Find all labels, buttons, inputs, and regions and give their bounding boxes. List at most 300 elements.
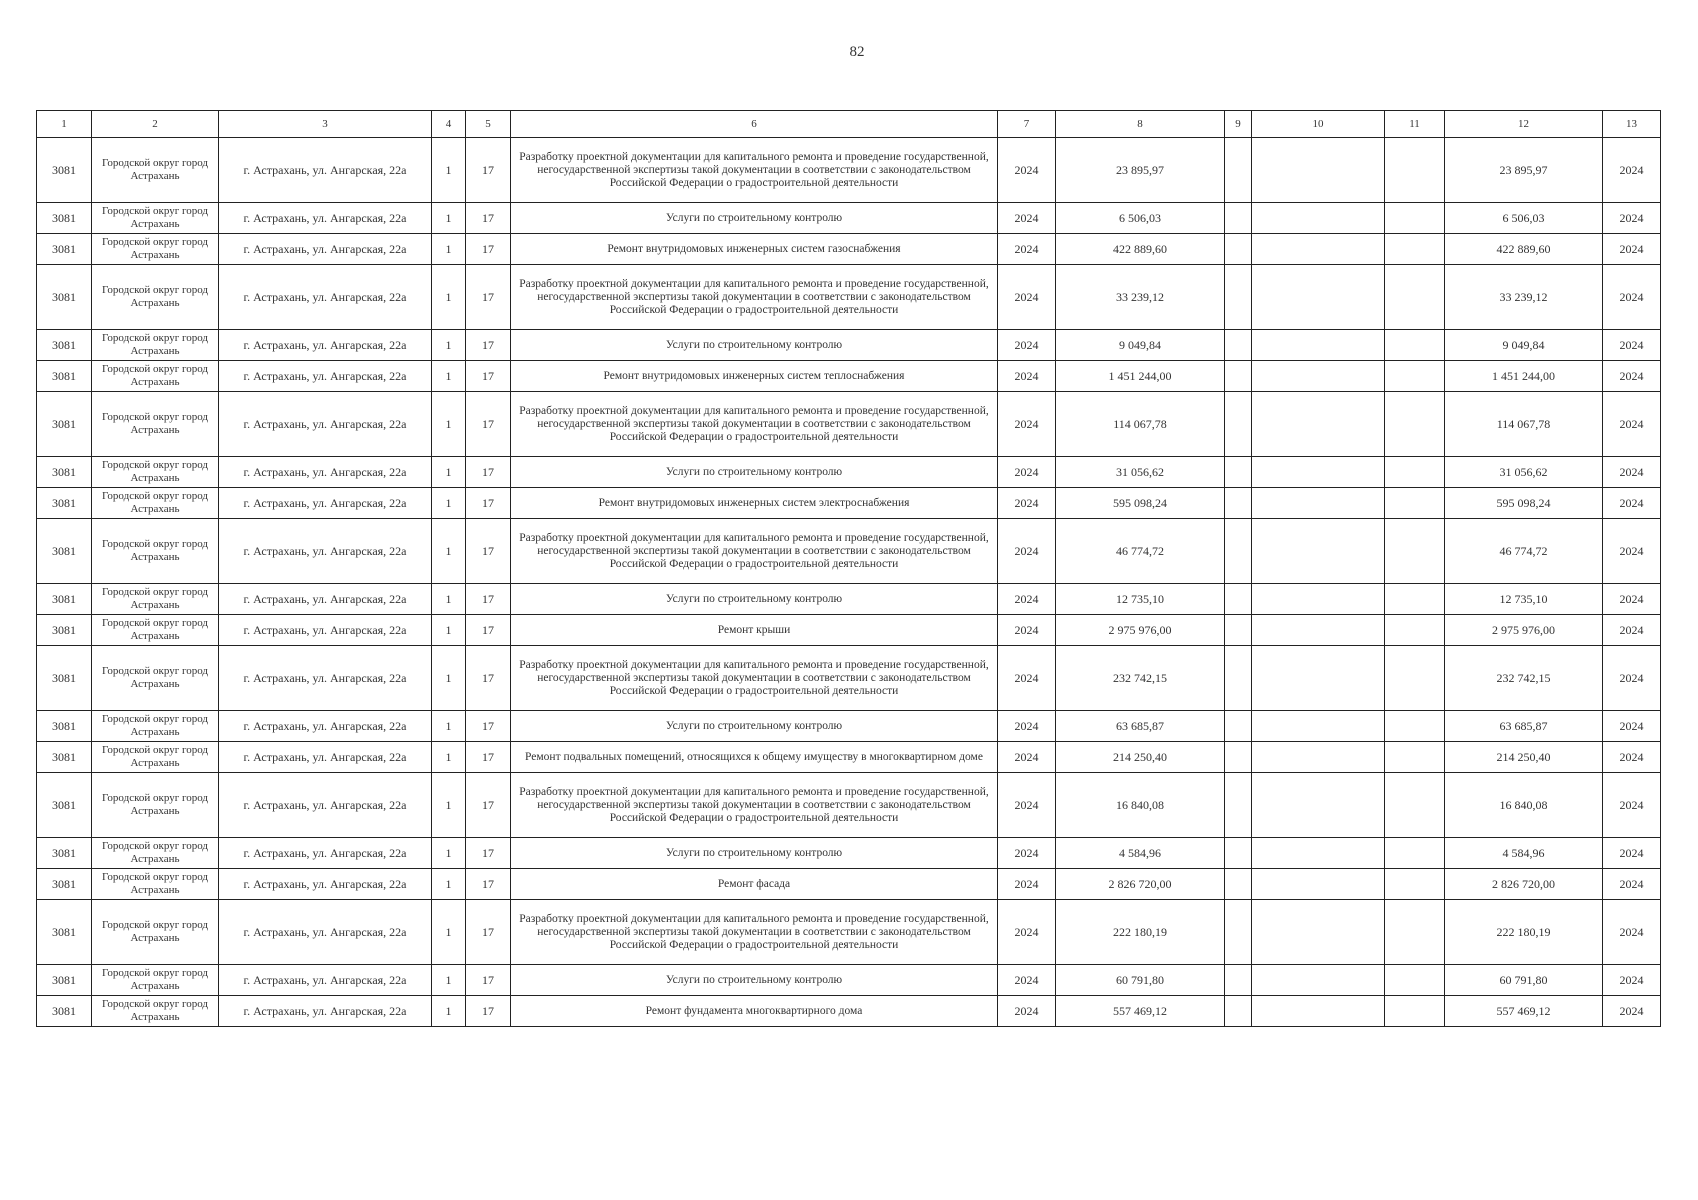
col9-cell [1225, 742, 1252, 773]
municipality-cell: Городской округ город Астрахань [92, 869, 219, 900]
col11-cell [1385, 773, 1445, 838]
col5-cell: 17 [466, 234, 511, 265]
cost-cell: 1 451 244,00 [1056, 361, 1225, 392]
row-number-cell: 3081 [37, 584, 92, 615]
column-header: 5 [466, 111, 511, 138]
total-cost-cell: 1 451 244,00 [1445, 361, 1603, 392]
col5-cell: 17 [466, 457, 511, 488]
year-cell: 2024 [998, 996, 1056, 1027]
col9-cell [1225, 392, 1252, 457]
address-cell: г. Астрахань, ул. Ангарская, 22а [219, 838, 432, 869]
row-number-cell: 3081 [37, 203, 92, 234]
table-row [37, 519, 1661, 584]
col10-cell [1252, 711, 1385, 742]
total-cost-cell: 4 584,96 [1445, 838, 1603, 869]
col11-cell [1385, 457, 1445, 488]
col5-cell: 17 [466, 965, 511, 996]
col10-cell [1252, 138, 1385, 203]
work-type-cell: Разработку проектной документации для капитального ремонта и проведение государственной, негосударственной экспертизы такой документации в соответствии с законодательством Российской Федерации о градостроительной деятельности [511, 773, 998, 838]
work-type-cell: Услуги по строительному контролю [511, 203, 998, 234]
cost-cell: 33 239,12 [1056, 265, 1225, 330]
cost-cell: 63 685,87 [1056, 711, 1225, 742]
year-cell: 2024 [998, 519, 1056, 584]
cost-cell: 4 584,96 [1056, 838, 1225, 869]
work-type-cell: Ремонт внутридомовых инженерных систем электроснабжения [511, 488, 998, 519]
row-number-cell: 3081 [37, 330, 92, 361]
address-cell: г. Астрахань, ул. Ангарская, 22а [219, 457, 432, 488]
col9-cell [1225, 457, 1252, 488]
address-cell: г. Астрахань, ул. Ангарская, 22а [219, 584, 432, 615]
work-type-cell: Услуги по строительному контролю [511, 838, 998, 869]
col4-cell: 1 [432, 361, 466, 392]
row-number-cell: 3081 [37, 361, 92, 392]
year-cell: 2024 [998, 615, 1056, 646]
total-cost-cell: 214 250,40 [1445, 742, 1603, 773]
municipality-cell: Городской округ город Астрахань [92, 361, 219, 392]
col4-cell: 1 [432, 711, 466, 742]
col11-cell [1385, 392, 1445, 457]
completion-year-cell: 2024 [1603, 711, 1661, 742]
year-cell: 2024 [998, 838, 1056, 869]
total-cost-cell: 6 506,03 [1445, 203, 1603, 234]
address-cell: г. Астрахань, ул. Ангарская, 22а [219, 234, 432, 265]
address-cell: г. Астрахань, ул. Ангарская, 22а [219, 900, 432, 965]
col4-cell: 1 [432, 615, 466, 646]
col4-cell: 1 [432, 265, 466, 330]
table-row [37, 265, 1661, 330]
work-type-cell: Разработку проектной документации для капитального ремонта и проведение государственной, негосударственной экспертизы такой документации в соответствии с законодательством Российской Федерации о градостроительной деятельности [511, 646, 998, 711]
year-cell: 2024 [998, 457, 1056, 488]
completion-year-cell: 2024 [1603, 996, 1661, 1027]
work-type-cell: Разработку проектной документации для капитального ремонта и проведение государственной, негосударственной экспертизы такой документации в соответствии с законодательством Российской Федерации о градостроительной деятельности [511, 392, 998, 457]
col10-cell [1252, 392, 1385, 457]
row-number-cell: 3081 [37, 965, 92, 996]
table-body [37, 138, 1661, 1027]
row-number-cell: 3081 [37, 711, 92, 742]
col11-cell [1385, 138, 1445, 203]
col9-cell [1225, 488, 1252, 519]
row-number-cell: 3081 [37, 488, 92, 519]
year-cell: 2024 [998, 965, 1056, 996]
col11-cell [1385, 838, 1445, 869]
municipality-cell: Городской округ город Астрахань [92, 965, 219, 996]
col11-cell [1385, 361, 1445, 392]
column-header: 6 [511, 111, 998, 138]
completion-year-cell: 2024 [1603, 646, 1661, 711]
address-cell: г. Астрахань, ул. Ангарская, 22а [219, 361, 432, 392]
work-type-cell: Услуги по строительному контролю [511, 457, 998, 488]
col10-cell [1252, 900, 1385, 965]
col11-cell [1385, 584, 1445, 615]
col9-cell [1225, 265, 1252, 330]
col10-cell [1252, 838, 1385, 869]
col4-cell: 1 [432, 838, 466, 869]
completion-year-cell: 2024 [1603, 488, 1661, 519]
column-header: 8 [1056, 111, 1225, 138]
total-cost-cell: 12 735,10 [1445, 584, 1603, 615]
municipality-cell: Городской округ город Астрахань [92, 330, 219, 361]
cost-cell: 422 889,60 [1056, 234, 1225, 265]
col11-cell [1385, 742, 1445, 773]
work-type-cell: Разработку проектной документации для капитального ремонта и проведение государственной, негосударственной экспертизы такой документации в соответствии с законодательством Российской Федерации о градостроительной деятельности [511, 519, 998, 584]
cost-cell: 23 895,97 [1056, 138, 1225, 203]
col9-cell [1225, 646, 1252, 711]
col5-cell: 17 [466, 838, 511, 869]
table-row [37, 392, 1661, 457]
address-cell: г. Астрахань, ул. Ангарская, 22а [219, 965, 432, 996]
municipality-cell: Городской округ город Астрахань [92, 488, 219, 519]
column-header: 1 [37, 111, 92, 138]
col9-cell [1225, 138, 1252, 203]
completion-year-cell: 2024 [1603, 392, 1661, 457]
year-cell: 2024 [998, 265, 1056, 330]
col11-cell [1385, 965, 1445, 996]
year-cell: 2024 [998, 203, 1056, 234]
row-number-cell: 3081 [37, 869, 92, 900]
municipality-cell: Городской округ город Астрахань [92, 996, 219, 1027]
table-row [37, 869, 1661, 900]
col10-cell [1252, 488, 1385, 519]
table-row [37, 138, 1661, 203]
total-cost-cell: 16 840,08 [1445, 773, 1603, 838]
completion-year-cell: 2024 [1603, 615, 1661, 646]
address-cell: г. Астрахань, ул. Ангарская, 22а [219, 773, 432, 838]
col10-cell [1252, 519, 1385, 584]
completion-year-cell: 2024 [1603, 869, 1661, 900]
table-row [37, 203, 1661, 234]
year-cell: 2024 [998, 646, 1056, 711]
col5-cell: 17 [466, 203, 511, 234]
cost-cell: 9 049,84 [1056, 330, 1225, 361]
col11-cell [1385, 519, 1445, 584]
cost-cell: 595 098,24 [1056, 488, 1225, 519]
municipality-cell: Городской округ город Астрахань [92, 838, 219, 869]
col10-cell [1252, 584, 1385, 615]
column-header: 4 [432, 111, 466, 138]
row-number-cell: 3081 [37, 234, 92, 265]
row-number-cell: 3081 [37, 742, 92, 773]
col5-cell: 17 [466, 646, 511, 711]
completion-year-cell: 2024 [1603, 584, 1661, 615]
column-header: 11 [1385, 111, 1445, 138]
col5-cell: 17 [466, 330, 511, 361]
col10-cell [1252, 996, 1385, 1027]
col5-cell: 17 [466, 742, 511, 773]
col4-cell: 1 [432, 330, 466, 361]
col11-cell [1385, 488, 1445, 519]
address-cell: г. Астрахань, ул. Ангарская, 22а [219, 646, 432, 711]
col5-cell: 17 [466, 265, 511, 330]
col5-cell: 17 [466, 900, 511, 965]
total-cost-cell: 222 180,19 [1445, 900, 1603, 965]
col9-cell [1225, 900, 1252, 965]
col5-cell: 17 [466, 869, 511, 900]
address-cell: г. Астрахань, ул. Ангарская, 22а [219, 615, 432, 646]
col11-cell [1385, 900, 1445, 965]
row-number-cell: 3081 [37, 519, 92, 584]
row-number-cell: 3081 [37, 646, 92, 711]
work-type-cell: Ремонт фасада [511, 869, 998, 900]
work-type-cell: Ремонт крыши [511, 615, 998, 646]
col9-cell [1225, 965, 1252, 996]
col10-cell [1252, 265, 1385, 330]
total-cost-cell: 232 742,15 [1445, 646, 1603, 711]
cost-cell: 46 774,72 [1056, 519, 1225, 584]
work-type-cell: Ремонт внутридомовых инженерных систем теплоснабжения [511, 361, 998, 392]
completion-year-cell: 2024 [1603, 773, 1661, 838]
col9-cell [1225, 519, 1252, 584]
year-cell: 2024 [998, 584, 1056, 615]
year-cell: 2024 [998, 392, 1056, 457]
work-type-cell: Ремонт подвальных помещений, относящихся к общему имуществу в многоквартирном доме [511, 742, 998, 773]
total-cost-cell: 2 975 976,00 [1445, 615, 1603, 646]
table-row [37, 361, 1661, 392]
col9-cell [1225, 773, 1252, 838]
col5-cell: 17 [466, 711, 511, 742]
municipality-cell: Городской округ город Астрахань [92, 138, 219, 203]
table-row [37, 584, 1661, 615]
total-cost-cell: 557 469,12 [1445, 996, 1603, 1027]
column-header: 10 [1252, 111, 1385, 138]
completion-year-cell: 2024 [1603, 457, 1661, 488]
cost-cell: 6 506,03 [1056, 203, 1225, 234]
completion-year-cell: 2024 [1603, 965, 1661, 996]
total-cost-cell: 31 056,62 [1445, 457, 1603, 488]
work-type-cell: Ремонт внутридомовых инженерных систем газоснабжения [511, 234, 998, 265]
table-row [37, 773, 1661, 838]
table-row [37, 330, 1661, 361]
work-type-cell: Разработку проектной документации для капитального ремонта и проведение государственной, негосударственной экспертизы такой документации в соответствии с законодательством Российской Федерации о градостроительной деятельности [511, 900, 998, 965]
col4-cell: 1 [432, 646, 466, 711]
address-cell: г. Астрахань, ул. Ангарская, 22а [219, 265, 432, 330]
completion-year-cell: 2024 [1603, 330, 1661, 361]
column-header: 3 [219, 111, 432, 138]
address-cell: г. Астрахань, ул. Ангарская, 22а [219, 869, 432, 900]
table-row [37, 711, 1661, 742]
work-type-cell: Ремонт фундамента многоквартирного дома [511, 996, 998, 1027]
col11-cell [1385, 646, 1445, 711]
col4-cell: 1 [432, 203, 466, 234]
col11-cell [1385, 203, 1445, 234]
completion-year-cell: 2024 [1603, 742, 1661, 773]
municipality-cell: Городской округ город Астрахань [92, 584, 219, 615]
year-cell: 2024 [998, 711, 1056, 742]
col10-cell [1252, 361, 1385, 392]
municipality-cell: Городской округ город Астрахань [92, 392, 219, 457]
municipality-cell: Городской округ город Астрахань [92, 742, 219, 773]
col9-cell [1225, 869, 1252, 900]
row-number-cell: 3081 [37, 773, 92, 838]
col9-cell [1225, 996, 1252, 1027]
total-cost-cell: 60 791,80 [1445, 965, 1603, 996]
cost-cell: 557 469,12 [1056, 996, 1225, 1027]
col4-cell: 1 [432, 773, 466, 838]
address-cell: г. Астрахань, ул. Ангарская, 22а [219, 138, 432, 203]
col10-cell [1252, 330, 1385, 361]
col11-cell [1385, 711, 1445, 742]
col5-cell: 17 [466, 519, 511, 584]
cost-cell: 232 742,15 [1056, 646, 1225, 711]
col4-cell: 1 [432, 742, 466, 773]
table-row [37, 615, 1661, 646]
col9-cell [1225, 203, 1252, 234]
table-row [37, 996, 1661, 1027]
completion-year-cell: 2024 [1603, 265, 1661, 330]
year-cell: 2024 [998, 900, 1056, 965]
municipality-cell: Городской округ город Астрахань [92, 615, 219, 646]
header-row [37, 111, 1661, 138]
col5-cell: 17 [466, 138, 511, 203]
work-type-cell: Разработку проектной документации для капитального ремонта и проведение государственной, негосударственной экспертизы такой документации в соответствии с законодательством Российской Федерации о градостроительной деятельности [511, 265, 998, 330]
address-cell: г. Астрахань, ул. Ангарская, 22а [219, 519, 432, 584]
address-cell: г. Астрахань, ул. Ангарская, 22а [219, 742, 432, 773]
col5-cell: 17 [466, 584, 511, 615]
table-row [37, 965, 1661, 996]
col5-cell: 17 [466, 615, 511, 646]
work-type-cell: Услуги по строительному контролю [511, 330, 998, 361]
total-cost-cell: 422 889,60 [1445, 234, 1603, 265]
column-header: 13 [1603, 111, 1661, 138]
col9-cell [1225, 615, 1252, 646]
work-type-cell: Услуги по строительному контролю [511, 584, 998, 615]
col11-cell [1385, 869, 1445, 900]
year-cell: 2024 [998, 742, 1056, 773]
address-cell: г. Астрахань, ул. Ангарская, 22а [219, 203, 432, 234]
col11-cell [1385, 265, 1445, 330]
work-type-cell: Услуги по строительному контролю [511, 711, 998, 742]
cost-cell: 31 056,62 [1056, 457, 1225, 488]
row-number-cell: 3081 [37, 392, 92, 457]
col4-cell: 1 [432, 965, 466, 996]
cost-cell: 12 735,10 [1056, 584, 1225, 615]
completion-year-cell: 2024 [1603, 138, 1661, 203]
col4-cell: 1 [432, 457, 466, 488]
address-cell: г. Астрахань, ул. Ангарская, 22а [219, 392, 432, 457]
completion-year-cell: 2024 [1603, 203, 1661, 234]
col4-cell: 1 [432, 519, 466, 584]
col10-cell [1252, 646, 1385, 711]
col5-cell: 17 [466, 361, 511, 392]
municipality-cell: Городской округ город Астрахань [92, 711, 219, 742]
col9-cell [1225, 711, 1252, 742]
row-number-cell: 3081 [37, 457, 92, 488]
total-cost-cell: 33 239,12 [1445, 265, 1603, 330]
year-cell: 2024 [998, 330, 1056, 361]
table-row [37, 234, 1661, 265]
col11-cell [1385, 996, 1445, 1027]
total-cost-cell: 2 826 720,00 [1445, 869, 1603, 900]
col10-cell [1252, 742, 1385, 773]
total-cost-cell: 595 098,24 [1445, 488, 1603, 519]
total-cost-cell: 23 895,97 [1445, 138, 1603, 203]
year-cell: 2024 [998, 234, 1056, 265]
table-row [37, 457, 1661, 488]
col5-cell: 17 [466, 488, 511, 519]
col4-cell: 1 [432, 900, 466, 965]
address-cell: г. Астрахань, ул. Ангарская, 22а [219, 996, 432, 1027]
year-cell: 2024 [998, 773, 1056, 838]
year-cell: 2024 [998, 869, 1056, 900]
col11-cell [1385, 234, 1445, 265]
table-row [37, 900, 1661, 965]
col9-cell [1225, 838, 1252, 869]
municipality-cell: Городской округ город Астрахань [92, 646, 219, 711]
row-number-cell: 3081 [37, 838, 92, 869]
address-cell: г. Астрахань, ул. Ангарская, 22а [219, 711, 432, 742]
total-cost-cell: 114 067,78 [1445, 392, 1603, 457]
capital-repair-table [36, 110, 1661, 1027]
table-row [37, 488, 1661, 519]
cost-cell: 114 067,78 [1056, 392, 1225, 457]
col10-cell [1252, 234, 1385, 265]
col4-cell: 1 [432, 996, 466, 1027]
col10-cell [1252, 869, 1385, 900]
col11-cell [1385, 615, 1445, 646]
row-number-cell: 3081 [37, 138, 92, 203]
cost-cell: 214 250,40 [1056, 742, 1225, 773]
col4-cell: 1 [432, 234, 466, 265]
col4-cell: 1 [432, 869, 466, 900]
completion-year-cell: 2024 [1603, 361, 1661, 392]
municipality-cell: Городской округ город Астрахань [92, 265, 219, 330]
table-row [37, 646, 1661, 711]
table-row [37, 838, 1661, 869]
total-cost-cell: 63 685,87 [1445, 711, 1603, 742]
cost-cell: 222 180,19 [1056, 900, 1225, 965]
column-header: 2 [92, 111, 219, 138]
col11-cell [1385, 330, 1445, 361]
year-cell: 2024 [998, 488, 1056, 519]
col10-cell [1252, 773, 1385, 838]
municipality-cell: Городской округ город Астрахань [92, 519, 219, 584]
row-number-cell: 3081 [37, 900, 92, 965]
col10-cell [1252, 965, 1385, 996]
year-cell: 2024 [998, 138, 1056, 203]
col5-cell: 17 [466, 773, 511, 838]
table-row [37, 742, 1661, 773]
address-cell: г. Астрахань, ул. Ангарская, 22а [219, 488, 432, 519]
col5-cell: 17 [466, 996, 511, 1027]
completion-year-cell: 2024 [1603, 519, 1661, 584]
col9-cell [1225, 361, 1252, 392]
column-header: 12 [1445, 111, 1603, 138]
year-cell: 2024 [998, 361, 1056, 392]
column-header: 9 [1225, 111, 1252, 138]
row-number-cell: 3081 [37, 615, 92, 646]
municipality-cell: Городской округ город Астрахань [92, 457, 219, 488]
work-type-cell: Разработку проектной документации для капитального ремонта и проведение государственной, негосударственной экспертизы такой документации в соответствии с законодательством Российской Федерации о градостроительной деятельности [511, 138, 998, 203]
col10-cell [1252, 203, 1385, 234]
col10-cell [1252, 615, 1385, 646]
cost-cell: 60 791,80 [1056, 965, 1225, 996]
col9-cell [1225, 584, 1252, 615]
page-number: 82 [849, 44, 865, 60]
municipality-cell: Городской округ город Астрахань [92, 203, 219, 234]
cost-cell: 2 975 976,00 [1056, 615, 1225, 646]
col4-cell: 1 [432, 138, 466, 203]
municipality-cell: Городской округ город Астрахань [92, 900, 219, 965]
cost-cell: 16 840,08 [1056, 773, 1225, 838]
work-type-cell: Услуги по строительному контролю [511, 965, 998, 996]
row-number-cell: 3081 [37, 265, 92, 330]
cost-cell: 2 826 720,00 [1056, 869, 1225, 900]
col9-cell [1225, 330, 1252, 361]
address-cell: г. Астрахань, ул. Ангарская, 22а [219, 330, 432, 361]
completion-year-cell: 2024 [1603, 900, 1661, 965]
col4-cell: 1 [432, 392, 466, 457]
completion-year-cell: 2024 [1603, 838, 1661, 869]
total-cost-cell: 46 774,72 [1445, 519, 1603, 584]
